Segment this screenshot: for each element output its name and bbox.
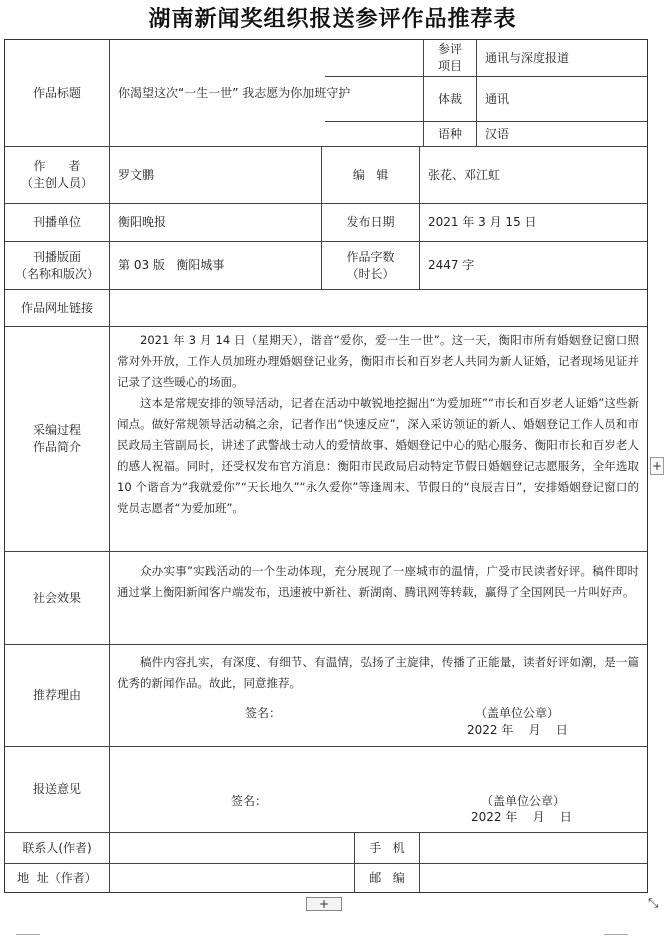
author-value[interactable]: 罗文鹏 <box>118 167 155 182</box>
wordcount-label-line2: （时长） <box>346 266 395 281</box>
add-row-button[interactable]: + <box>306 897 342 911</box>
summary-label-line1: 采编过程 <box>32 423 81 437</box>
author-label-line2: （主创人员） <box>20 176 93 190</box>
recommendation-form <box>4 39 648 893</box>
summary-paragraph-2: 这本是常规安排的领导活动，记者在活动中敏锐地挖掘出“为爱加班”“市长和百岁老人证婚”这些新闻点。做好常规领导活动稿之余，记者作出“快速反应”，深入采访领证的新人、婚姻登记工作人员和市民政局主管副局长，讲述了武警战士动人的爱情故事、婚姻登记中心的贴心服务、衡阳市长和百岁老人的感人祝福。同时，还受权发布官方消息：衡阳市民政局启动特定节假日婚姻登记志愿服务，全年选取 10 个谐音为“我就爱你”“天长地久”“永久爱你”等逢周末、节假日的“良辰吉日”，安排婚姻登记窗口的党员志愿者“为爱加班”。 <box>117 396 639 515</box>
category-value[interactable]: 通讯与深度报道 <box>485 50 570 65</box>
postcode-value[interactable] <box>420 864 647 892</box>
category-label <box>424 40 476 76</box>
language-value[interactable]: 汉语 <box>485 126 510 141</box>
reason-seal: （盖单位公章） <box>475 706 560 720</box>
reason-label: 推荐理由 <box>32 688 81 702</box>
summary-label-line2: 作品简介 <box>32 440 81 454</box>
edition-value[interactable]: 第 03 版 衡阳城事 <box>118 258 225 272</box>
date-label: 发布日期 <box>346 215 395 229</box>
wordcount-label-line1: 作品字数 <box>346 249 395 264</box>
title-value[interactable]: 你渴望这次“一生一世” 我志愿为你加班守护 <box>118 85 351 100</box>
page-corner-mark <box>16 934 40 935</box>
add-column-button[interactable]: + <box>651 459 663 473</box>
impact-label: 社会效果 <box>32 590 81 605</box>
author-label-line1: 作 者 <box>33 159 81 173</box>
publisher-value[interactable]: 衡阳晚报 <box>118 215 167 229</box>
page-title: 湖南新闻奖组织报送参评作品推荐表 <box>148 6 517 32</box>
category-label-line1: 参评 <box>437 42 462 56</box>
page-corner-mark <box>604 934 628 935</box>
title-label: 作品标题 <box>32 85 81 100</box>
edition-label <box>5 242 109 289</box>
editor-value[interactable]: 张花、邓江虹 <box>428 167 501 182</box>
contact-label: 联系人(作者) <box>22 840 92 855</box>
address-label: 地 址（作者） <box>17 870 97 885</box>
language-label: 语种 <box>437 126 462 141</box>
wordcount-label <box>322 242 419 289</box>
opinion-date[interactable]: 2022 年 月 日 <box>471 810 572 824</box>
opinion-seal: （盖单位公章） <box>481 794 566 808</box>
publisher-label: 刊播单位 <box>32 215 81 229</box>
date-value[interactable]: 2021 年 3 月 15 日 <box>428 215 537 229</box>
genre-label: 体裁 <box>437 91 462 106</box>
opinion-label: 报送意见 <box>32 782 81 796</box>
edition-label-line1: 刊播版面 <box>32 249 81 264</box>
summary-paragraph-1: 2021 年 3 月 14 日（星期天），谐音“爱你，爱一生一世”。这一天，衡阳市所有婚姻登记窗口照常对外开放，工作人员加班办理婚姻登记业务，衡阳市长和百岁老人共同为新人证婚，记者现场见证并记录了这些暖心的场面。 <box>117 333 639 389</box>
contact-value[interactable] <box>110 833 354 863</box>
resize-diagonal-icon[interactable]: ⤡ <box>648 896 659 911</box>
summary-label <box>5 327 109 551</box>
reason-signature[interactable]: 签名： <box>245 706 282 720</box>
url-value[interactable] <box>110 290 647 326</box>
url-label: 作品网址链接 <box>20 300 93 315</box>
address-value[interactable] <box>110 864 354 892</box>
reason-text: 稿件内容扎实，有深度、有细节、有温情，弘扬了主旋律，传播了正能量，读者好评如潮，是一篇优秀的新闻作品。故此，同意推荐。 <box>117 655 639 690</box>
category-label-line2: 项目 <box>437 59 462 73</box>
phone-value[interactable] <box>420 833 647 863</box>
editor-label: 编 辑 <box>352 167 389 182</box>
impact-text: 众办实事”实践活动的一个生动体现，充分展现了一座城市的温情，广受市民读者好评。稿件即时通过掌上衡阳新闻客户端发布，迅速被中新社、新湖南、腾讯网等转载，赢得了全国网民一片叫好声。 <box>117 564 639 599</box>
wordcount-value[interactable]: 2447 字 <box>428 258 475 272</box>
opinion-signature[interactable]: 签名： <box>231 794 268 808</box>
genre-value[interactable]: 通讯 <box>485 91 510 106</box>
phone-label: 手 机 <box>369 840 405 855</box>
postcode-label: 邮 编 <box>369 870 405 885</box>
author-label <box>5 147 109 203</box>
edition-label-line2: （名称和版次） <box>14 266 99 281</box>
reason-date[interactable]: 2022 年 月 日 <box>467 723 568 737</box>
